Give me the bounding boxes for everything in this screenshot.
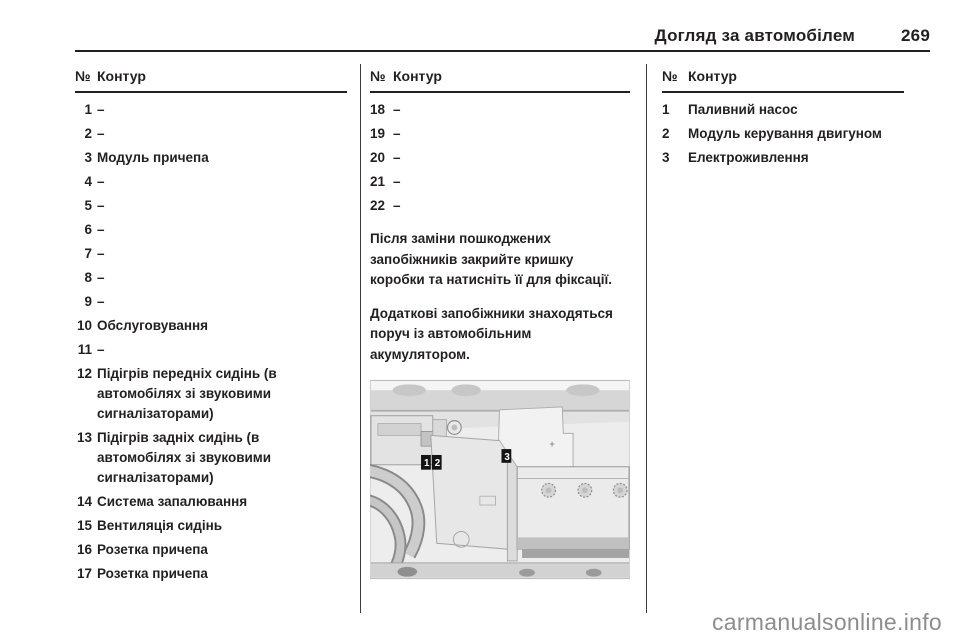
- fuse-number: 4: [84, 174, 92, 189]
- fuse-number: 7: [84, 246, 92, 261]
- fuse-row: [75, 364, 347, 424]
- fuse-number: 2: [84, 126, 92, 141]
- site-watermark: carmanualsonline.info: [711, 609, 942, 635]
- fuse-number: 18: [370, 102, 386, 117]
- fuse-circuit: –: [97, 198, 105, 213]
- fuse-number: 14: [76, 494, 92, 509]
- fuse-row: [75, 268, 347, 288]
- fuse-circuit: –: [393, 198, 401, 213]
- column-header: [75, 66, 347, 93]
- circuit-column-header: Контур: [688, 68, 737, 84]
- fuse-row: [370, 100, 630, 120]
- fuse-row: [75, 196, 347, 216]
- fuse-row: [75, 564, 347, 584]
- fuse-row: [75, 516, 347, 536]
- fuse-circuit: –: [393, 174, 401, 189]
- callout-2: 2: [434, 458, 441, 470]
- fuse-number: 8: [84, 270, 92, 285]
- fuse-circuit: Підігрів задніх сидінь (в автомобілях зі звуковими сигналізаторами): [97, 430, 272, 485]
- fuse-circuit: –: [97, 246, 105, 261]
- column-divider: [360, 64, 361, 613]
- fuse-row: [75, 244, 347, 264]
- fuse-circuit: Розетка причепа: [97, 566, 208, 581]
- column-divider: [646, 64, 647, 613]
- fuse-circuit: Вентиляція сидінь: [97, 518, 223, 533]
- fuse-row: [75, 148, 347, 168]
- fuse-circuit: –: [97, 342, 105, 357]
- fuse-number: 1: [84, 102, 92, 117]
- fuse-circuit: –: [97, 126, 105, 141]
- header-rule: [75, 50, 930, 52]
- circuit-column-header: Контур: [393, 68, 442, 84]
- fuse-circuit: –: [393, 150, 401, 165]
- fuse-circuit: Підігрів передніх сидінь (в автомобілях зі звуковими сигналізаторами): [97, 366, 277, 421]
- fuse-replacement-note: Після заміни пошкоджених запобіжників закрийте кришку коробки та натисніть її для фіксації.: [370, 231, 613, 287]
- fuse-circuit: –: [97, 174, 105, 189]
- fuse-circuit: –: [97, 294, 105, 309]
- fuse-row: [75, 428, 347, 488]
- no-column-header: №: [370, 68, 386, 84]
- fuse-row: [75, 340, 347, 360]
- fuse-number: 20: [370, 150, 386, 165]
- fuse-circuit: Система запалювання: [97, 494, 248, 509]
- fuse-row: [370, 148, 630, 168]
- fuse-circuit: Електроживлення: [688, 150, 809, 165]
- no-column-header: №: [75, 68, 91, 84]
- fuse-number: 11: [77, 342, 92, 357]
- fuse-circuit: –: [393, 102, 401, 117]
- fuse-circuit: Розетка причепа: [97, 542, 208, 557]
- page-number: 269: [901, 26, 930, 45]
- fuse-row: [662, 124, 904, 144]
- fuse-circuit: –: [97, 102, 105, 117]
- fuse-row: [370, 196, 630, 216]
- fuse-row: [75, 100, 347, 120]
- circuit-column-header: Контур: [97, 68, 146, 84]
- fuse-number: 6: [84, 222, 92, 237]
- fuse-row: [662, 148, 904, 168]
- fuse-row: [75, 220, 347, 240]
- fuse-number: 9: [84, 294, 92, 309]
- fuse-number: 3: [662, 150, 670, 165]
- fuse-number: 17: [76, 566, 92, 581]
- fuse-number: 10: [76, 318, 92, 333]
- fuse-number: 2: [662, 126, 670, 141]
- fuse-row: [75, 316, 347, 336]
- fuse-circuit: Модуль керування двигуном: [688, 126, 882, 141]
- fuse-circuit: –: [393, 126, 401, 141]
- fuse-number: 3: [84, 150, 92, 165]
- fuse-circuit: –: [97, 222, 105, 237]
- fuse-circuit: Модуль причепа: [97, 150, 209, 165]
- fuse-number: 22: [370, 198, 386, 213]
- column-header: [370, 66, 630, 93]
- fuse-table-right: [662, 66, 904, 172]
- fuse-row: [75, 124, 347, 144]
- fuse-number: 21: [370, 174, 386, 189]
- no-column-header: №: [662, 68, 678, 84]
- fuse-number: 15: [76, 518, 92, 533]
- page-title: Догляд за автомобілем: [654, 26, 856, 45]
- fuse-row: [370, 172, 630, 192]
- fuse-number: 1: [662, 102, 670, 117]
- fuse-row: [75, 540, 347, 560]
- fuse-row: [370, 124, 630, 144]
- column-header: [662, 66, 904, 93]
- battery-plus-mark: +: [549, 439, 555, 450]
- engine-bay-illustration: [370, 378, 630, 581]
- engine-bay-figure: [370, 378, 630, 581]
- fuse-number: 13: [76, 430, 92, 445]
- fuse-number: 19: [370, 126, 386, 141]
- additional-fuses-note: Додаткові запобіжники знаходяться поруч із автомобільним акумулятором.: [370, 305, 613, 362]
- callout-1: 1: [423, 458, 430, 470]
- fuse-number: 5: [84, 198, 92, 213]
- page-header: [75, 24, 930, 46]
- fuse-circuit: Обслуговування: [97, 318, 209, 333]
- fuse-table-left: [75, 66, 347, 588]
- fuse-circuit: Паливний насос: [688, 102, 798, 117]
- fuse-number: 16: [76, 542, 92, 557]
- fuse-table-middle: [370, 66, 630, 581]
- callout-3: 3: [504, 451, 510, 463]
- fuse-row: [75, 492, 347, 512]
- fuse-row: [75, 292, 347, 312]
- fuse-circuit: –: [97, 270, 105, 285]
- fuse-row: [75, 172, 347, 192]
- fuse-number: 12: [76, 366, 92, 381]
- fuse-row: [662, 100, 904, 120]
